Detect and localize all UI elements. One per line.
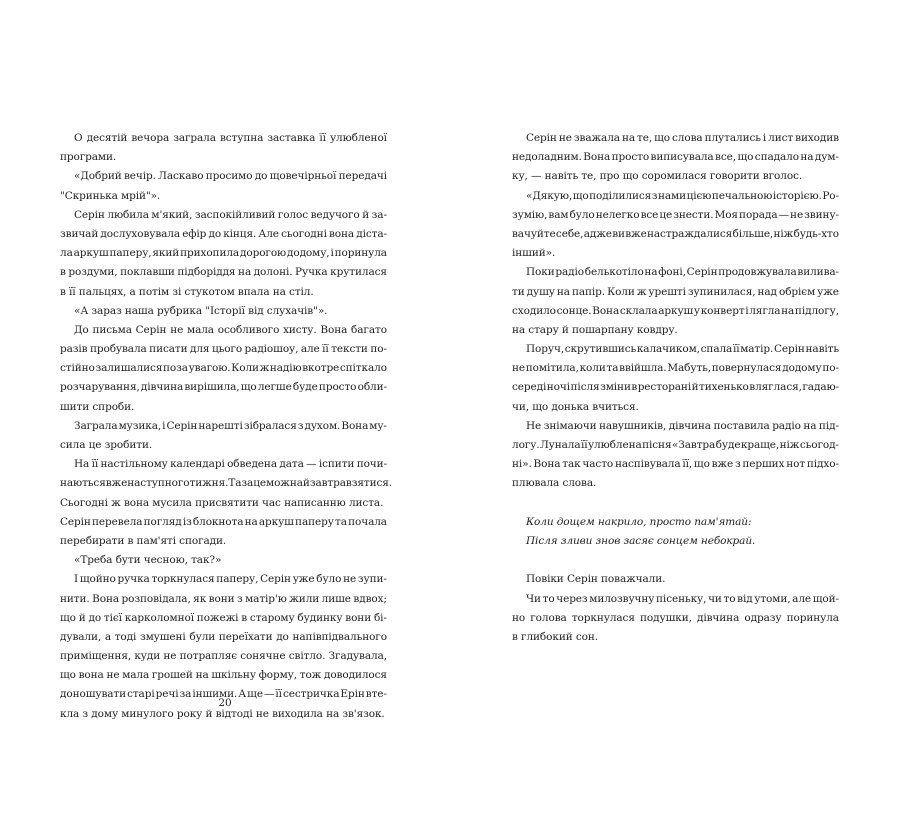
text-line: середі ночі після зміни в ресторані й тихенько вляглася, гадаю- [512, 381, 839, 394]
text-line: До письма Серін не мала особливого хисту. Вона багато [74, 323, 387, 336]
text-line: Серін перевела погляд із блокнота на аркуш паперу та почала [60, 515, 387, 528]
text-line: сходило сонце. Вона склала аркуш у конверт і лягла на підлогу, [512, 304, 839, 317]
text-line: «А зараз наша рубрика "Історії від слухачів"». [74, 304, 328, 317]
text-line: доношувати старі речі за іншими. А ще — її сестричка Ерін вте- [60, 688, 387, 701]
text-line: наються вже наступного тижня. Та за це можна й завтра взятися. [60, 477, 393, 490]
text-line: плювала слова. [512, 477, 597, 490]
text-line: що вона не мала грошей на шкільну форму, тож доводилося [60, 669, 387, 682]
text-line: Чи то через милозвучну пісеньку, чи то від утоми, але щой- [526, 592, 839, 605]
text-line: но голова торкнулася подушки, дівчина одразу поринула [512, 611, 839, 624]
text-line: чи, що донька вчиться. [512, 400, 639, 413]
text-line: сила це зробити. [60, 439, 153, 451]
text-line: На її настільному календарі обведена дата — іспити почи- [74, 458, 387, 471]
page-number: 20 [218, 697, 232, 709]
text-line: на стару й пошарпану ковдру. [512, 323, 678, 336]
text-line: Серін любила м'який, заспокійливий голос ведучого й за- [74, 208, 387, 221]
text-line: «Добрий вечір. Ласкаво просимо до щовечірньої передачі [74, 170, 387, 183]
text-line: стійно залишалися поза увагою. Коли ж надію вкотре спіткало [60, 362, 387, 375]
poem-line: Коли дощем накрило, просто пам'ятай: [526, 515, 752, 528]
text-line: ку, — навіть те, про що соромилася говорити вголос. [512, 170, 803, 183]
text-line: перебирати в пам'яті спогади. [60, 534, 227, 547]
text-line: Поруч, скрутившись калачиком, спала її матір. Серін навіть [526, 343, 839, 356]
stanza-spacer [512, 551, 839, 570]
right-page [450, 0, 900, 817]
text-line: «Треба бути чесною, так?» [74, 554, 222, 567]
text-line: О десятій вечора заграла вступна заставка її улюбленої [74, 132, 387, 144]
text-line: Серін не зважала на те, що слова плутались і лист виходив [526, 132, 839, 144]
text-line: інший». [512, 247, 556, 260]
text-line: Сьогодні ж вона мусила присвятити час написанню листа. [60, 496, 384, 509]
text-line: Поки радіо белькотіло на фоні, Серін продовжувала вилива- [526, 266, 839, 279]
text-line: логу. Лунала її улюблена пісня «Завтра буде краще, ніж сьогод- [512, 439, 839, 451]
left-text-column [60, 129, 393, 724]
text-line: ти душу на папір. Коли ж урешті зупинилася, над обрієм уже [512, 285, 839, 298]
text-line: «Дякую, що поділилися з нами цією печальною історією. Ро- [526, 189, 839, 202]
text-line: розчарування, дівчина вирішила, що легше буде просто обли- [60, 381, 387, 394]
text-line: в її пальцях, а потім зі стукотом впала на стіл. [60, 285, 314, 298]
text-line: нити. Вона розповідала, як вони з матір'ю жили лише вдвох; [60, 592, 387, 605]
text-line: недоладним. Вона просто виписувала все, що спадало на дум- [512, 151, 839, 164]
text-line: зумію, вам було нелегко все це знести. Моя порада — не звину- [512, 208, 839, 221]
text-line: приміщення, куди не потрапляє сонячне світло. Згадувала, [60, 650, 387, 663]
text-line: І щойно ручка торкнулася паперу, Серін уже було не зупи- [74, 573, 387, 586]
text-line: не помітила, коли та ввійшла. Мабуть, повернулася додому по- [512, 362, 839, 375]
text-line: шити спроби. [60, 400, 135, 413]
text-line: кла з дому минулого року й відтоді не виходила на зв'язок. [60, 707, 385, 720]
poem-line: Після зливи знов засяє сонцем небокрай. [526, 534, 756, 547]
text-line: звичай дослуховувала ефір до кінця. Але сьогодні вона діста- [60, 227, 387, 240]
text-line: в роздуми, поклавши підборіддя на долоні. Ручка крутилася [60, 266, 387, 279]
text-line: Заграла музика, і Серін нарешті зібралася з духом. Вона му- [74, 419, 387, 432]
text-line: разів пробувала писати для цього радіошоу, але її тексти по- [60, 343, 387, 356]
text-line: дували, а тоді змушені були переїхати до напівпідвального [60, 630, 387, 643]
text-line: ла аркуш паперу, який прихопила дорогою додому, і поринула [60, 247, 387, 260]
text-line: що й до тієї карколомної пожежі в старому будинку вони бі- [60, 611, 387, 624]
text-line: Не знімаючи навушників, дівчина поставила радіо на під- [526, 419, 839, 432]
text-line: Повіки Серін поважчали. [526, 573, 666, 586]
right-text-column [512, 129, 839, 647]
text-line: вачуйте себе, адже ви вже настраждалися більше, ніж будь-хто [512, 227, 839, 240]
text-line: в глибокий сон. [512, 630, 598, 643]
text-line: "Скринька мрій"». [60, 189, 161, 202]
stanza-spacer [512, 494, 839, 513]
text-line: програми. [60, 151, 117, 164]
text-line: ні». Вона так часто наспівувала її, що вже з перших нот підхо- [512, 458, 839, 471]
